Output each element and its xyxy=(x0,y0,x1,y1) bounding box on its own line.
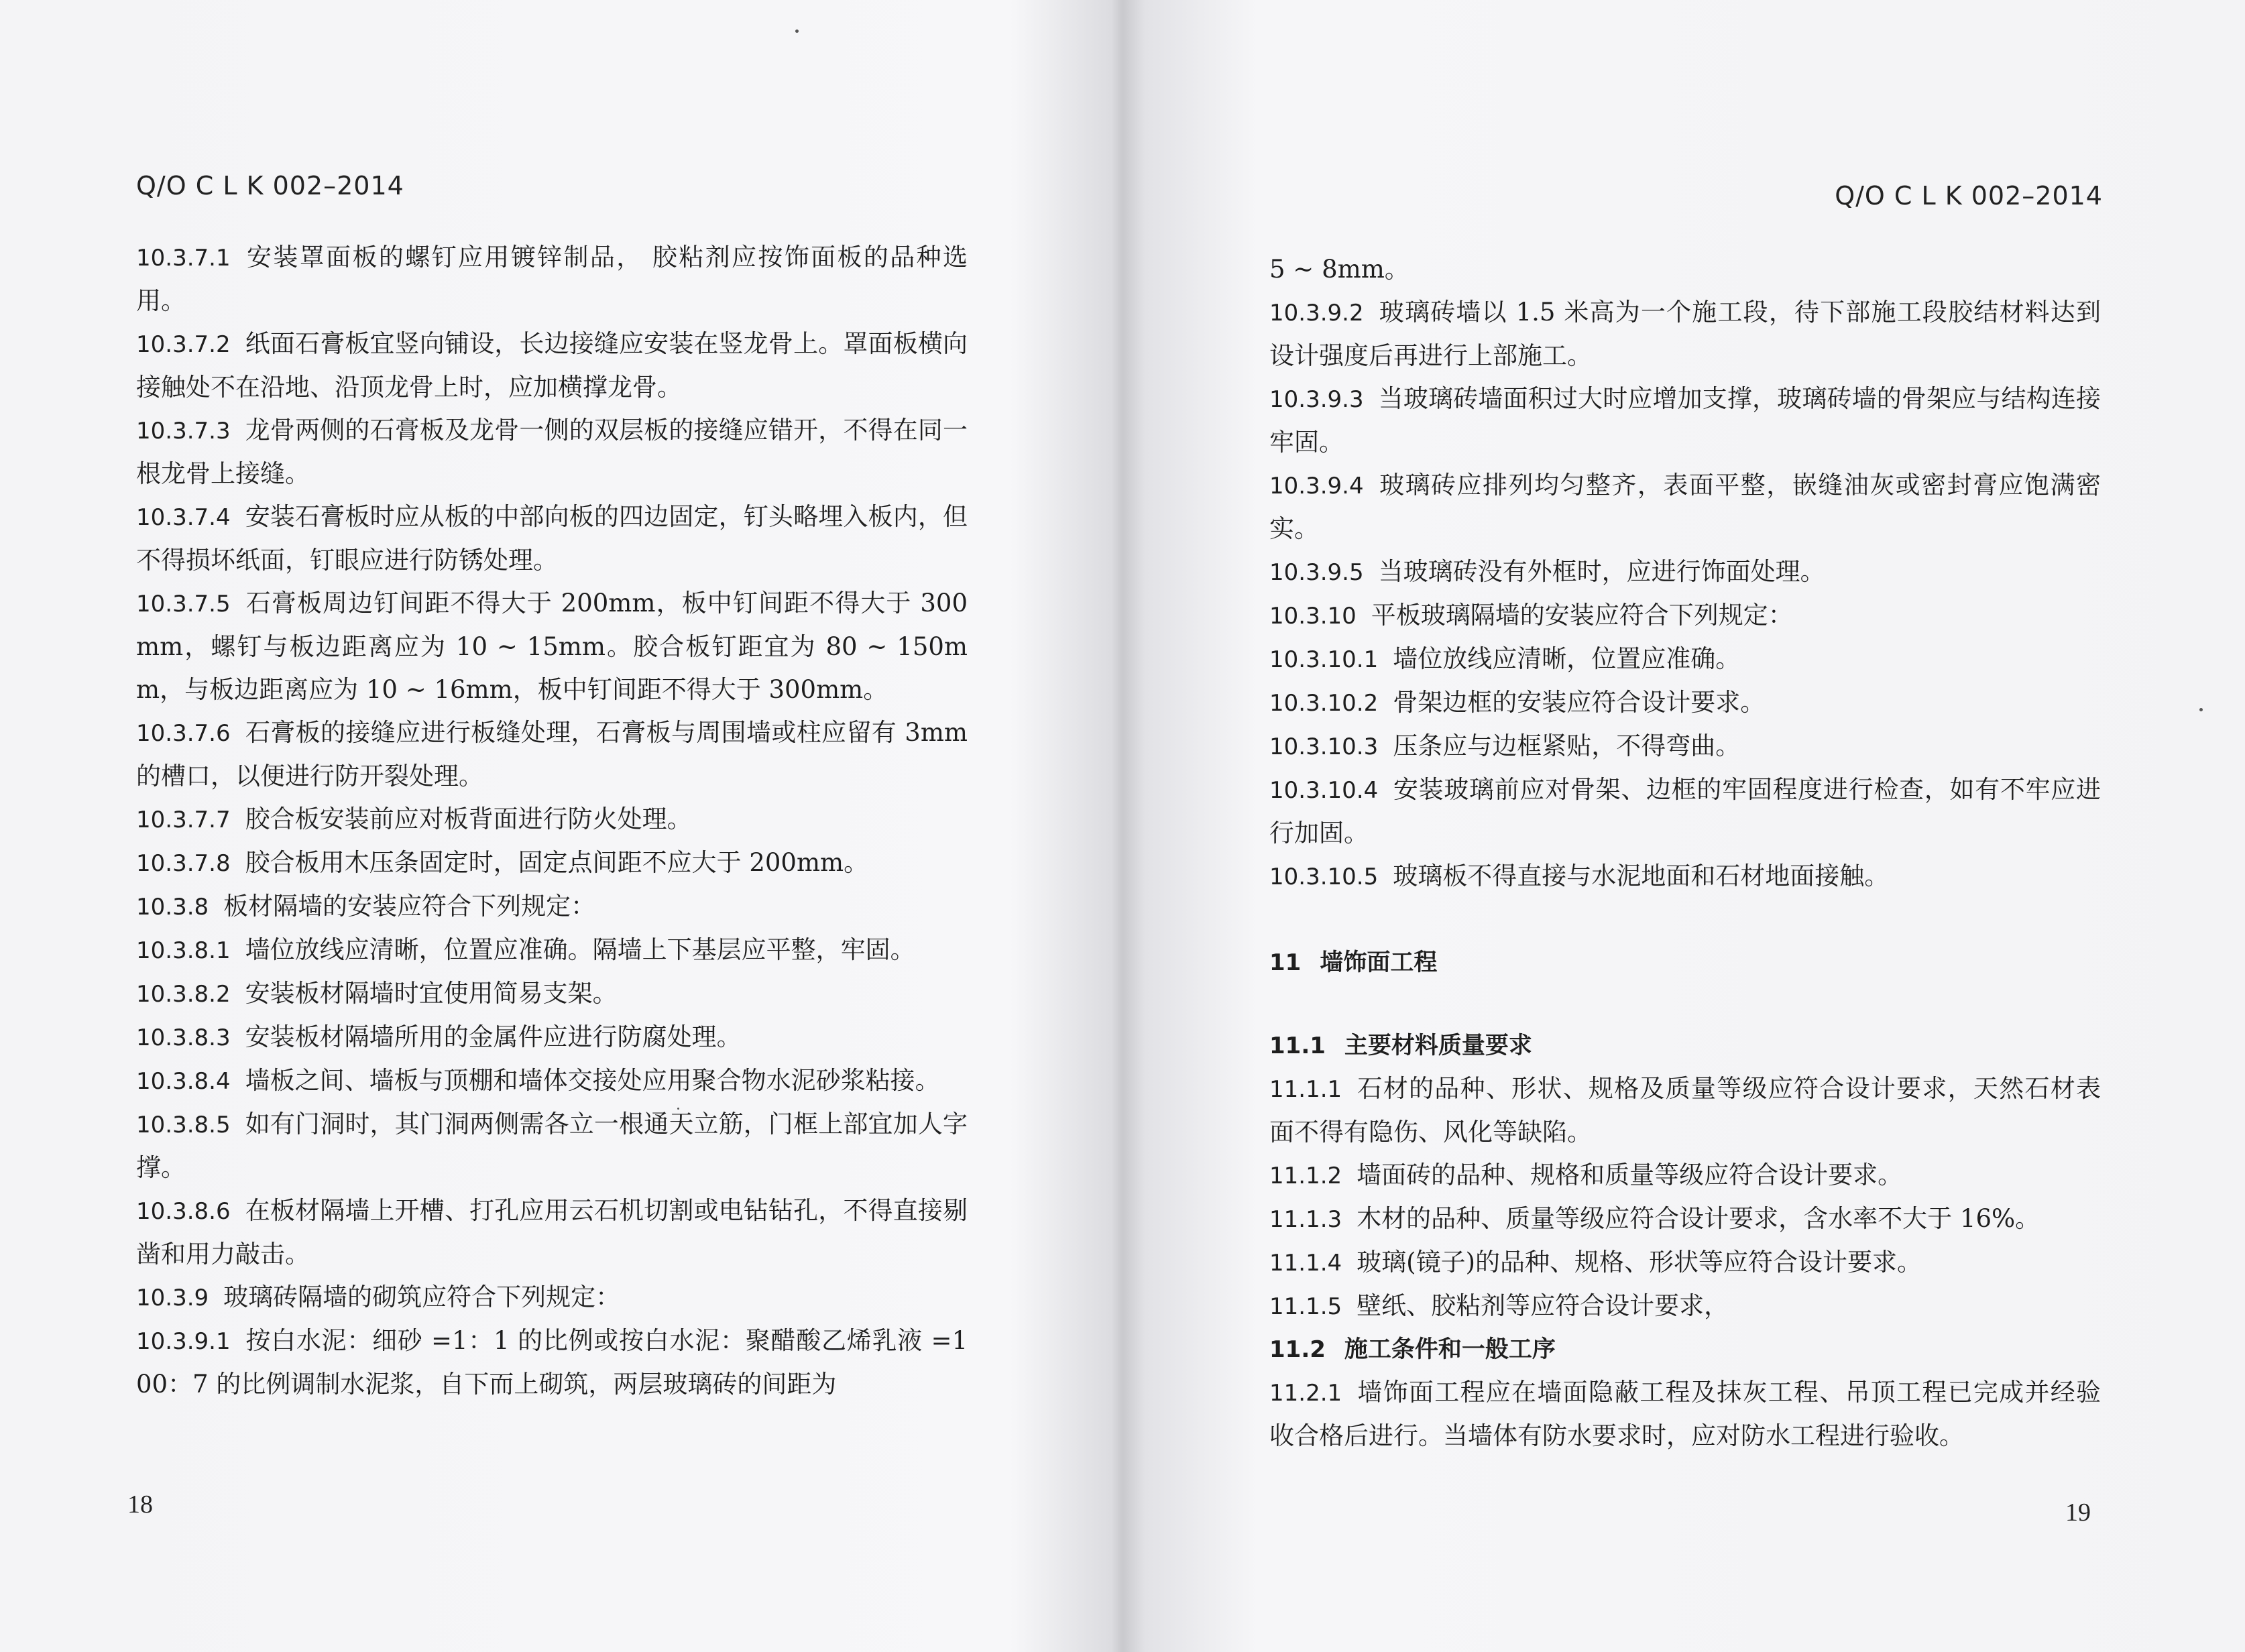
spacer xyxy=(1269,984,2101,1024)
clause-text: 安装石膏板时应从板的中部向板的四边固定，钉头略埋入板内，但不得损坏纸面，钉眼应进行防锈处理。 xyxy=(136,502,968,575)
clause-paragraph xyxy=(1269,550,2101,594)
clause-number: 10.3.8.6 xyxy=(136,1198,231,1225)
clause-text: 当玻璃砖没有外框时，应进行饰面处理。 xyxy=(1378,557,1825,586)
clause-number: 10.3.7.5 xyxy=(136,591,231,617)
clause-paragraph xyxy=(136,1103,968,1189)
clause-paragraph xyxy=(136,409,968,495)
clause-number: 10.3.8.3 xyxy=(136,1024,231,1051)
clause-paragraph xyxy=(1269,768,2101,855)
section-number: 11.2 xyxy=(1269,1336,1326,1363)
clause-paragraph xyxy=(136,885,968,929)
clause-paragraph xyxy=(1269,855,2101,898)
clause-text: 安装板材隔墙所用的金属件应进行防腐处理。 xyxy=(245,1022,742,1051)
clause-text: 墙板之间、墙板与顶棚和墙体交接处应用聚合物水泥砂浆粘接。 xyxy=(245,1066,940,1095)
clause-text: 墙位放线应清晰，位置应准确。隔墙上下基层应平整，牢固。 xyxy=(245,935,915,964)
running-head: Q/O C L K 002–2014 xyxy=(1835,181,2103,211)
clause-number: 10.3.8.1 xyxy=(136,937,231,964)
chapter-title: 墙饰面工程 xyxy=(1320,949,1438,976)
clause-text: 墙面砖的品种、规格和质量等级应符合设计要求。 xyxy=(1357,1161,1903,1189)
clause-paragraph xyxy=(1269,594,2101,638)
clause-text: 玻璃砖隔墙的砌筑应符合下列规定： xyxy=(223,1283,621,1311)
chapter-number: 11 xyxy=(1269,949,1302,976)
right-body-text xyxy=(1269,248,2101,1458)
clause-number: 10.3.8.5 xyxy=(136,1112,231,1138)
clause-text: 壁纸、胶粘剂等应符合设计要求， xyxy=(1357,1291,1729,1320)
clause-number: 11.2.1 xyxy=(1269,1380,1342,1407)
clause-text: 龙骨两侧的石膏板及龙骨一侧的双层板的接缝应错开，不得在同一根龙骨上接缝。 xyxy=(136,416,968,488)
clause-number: 10.3.9.1 xyxy=(136,1328,231,1355)
clause-text: 平板玻璃隔墙的安装应符合下列规定： xyxy=(1371,601,1793,630)
clause-number: 11.1.4 xyxy=(1269,1250,1342,1277)
clause-text: 木材的品种、质量等级应符合设计要求，含水率不大于 16%。 xyxy=(1357,1204,2040,1233)
scan-speck xyxy=(2199,708,2203,711)
continued-text: 5 ~ 8mm。 xyxy=(1269,255,1409,284)
clause-paragraph xyxy=(136,582,968,711)
section-heading xyxy=(1269,1024,2101,1067)
clause-text: 板材隔墙的安装应符合下列规定： xyxy=(223,892,596,921)
clause-number: 10.3.10.4 xyxy=(1269,777,1379,804)
section-number: 11.1 xyxy=(1269,1032,1326,1059)
clause-paragraph xyxy=(1269,681,2101,725)
clause-text: 石膏板的接缝应进行板缝处理，石膏板与周围墙或柱应留有 3mm 的槽口，以便进行防开裂处理。 xyxy=(136,718,968,790)
left-body-text xyxy=(136,236,968,1406)
clause-text: 墙饰面工程应在墙面隐蔽工程及抹灰工程、吊顶工程已完成并经验收合格后进行。当墙体有防水要求时，应对防水工程进行验收。 xyxy=(1269,1378,2101,1450)
clause-text: 如有门洞时，其门洞两侧需各立一根通天立筋，门框上部宜加人字撑。 xyxy=(136,1110,968,1182)
clause-text: 纸面石膏板宜竖向铺设，长边接缝应安装在竖龙骨上。罩面板横向接触处不在沿地、沿顶龙骨上时，应加横撑龙骨。 xyxy=(136,329,968,402)
clause-paragraph xyxy=(136,1016,968,1059)
clause-text: 石材的品种、形状、规格及质量等级应符合设计要求，天然石材表面不得有隐伤、风化等缺陷。 xyxy=(1269,1074,2101,1146)
clause-number: 10.3.8.2 xyxy=(136,981,231,1008)
clause-paragraph xyxy=(136,1276,968,1319)
clause-paragraph xyxy=(1269,638,2101,681)
clause-text: 骨架边框的安装应符合设计要求。 xyxy=(1393,688,1766,717)
clause-number: 10.3.10.5 xyxy=(1269,864,1379,890)
clause-paragraph xyxy=(136,1189,968,1276)
clause-text: 玻璃砖应排列均匀整齐，表面平整，嵌缝油灰或密封膏应饱满密实。 xyxy=(1269,471,2101,543)
clause-text: 安装板材隔墙时宜使用简易支架。 xyxy=(245,979,618,1008)
clause-text: 墙位放线应清晰，位置应准确。 xyxy=(1393,644,1741,673)
clause-number: 10.3.9.5 xyxy=(1269,559,1364,586)
clause-text: 石膏板周边钉间距不得大于 200mm，板中钉间距不得大于 300mm，螺钉与板边距离应为 10 ~ 15mm。胶合板钉距宜为 80 ~ 150mm，与板边距离应为 10 ~ 16mm，板中钉间距不得大于 300mm。 xyxy=(136,589,968,704)
clause-paragraph xyxy=(136,1319,968,1406)
clause-text: 胶合板安装前应对板背面进行防火处理。 xyxy=(245,805,692,833)
clause-number: 10.3.7.8 xyxy=(136,850,231,877)
clause-number: 10.3.10.3 xyxy=(1269,733,1379,760)
clause-text: 在板材隔墙上开槽、打孔应用云石机切割或电钻钻孔，不得直接剔凿和用力敲击。 xyxy=(136,1196,968,1268)
clause-paragraph xyxy=(1269,291,2101,377)
running-head: Q/O C L K 002–2014 xyxy=(136,171,404,200)
page-number: 18 xyxy=(127,1490,153,1519)
scan-speck xyxy=(795,30,799,33)
clause-number: 10.3.10.1 xyxy=(1269,646,1379,673)
spacer xyxy=(1269,898,2101,941)
clause-paragraph xyxy=(136,972,968,1016)
clause-text: 按白水泥：细砂 =1：1 的比例或按白水泥：聚醋酸乙烯乳液 =100：7 的比例调制水泥浆，自下而上砌筑，两层玻璃砖的间距为 xyxy=(136,1326,968,1399)
clause-text: 胶合板用木压条固定时，固定点间距不应大于 200mm。 xyxy=(245,848,869,877)
clause-number: 10.3.8 xyxy=(136,894,209,921)
page-number: 19 xyxy=(2065,1498,2091,1527)
clause-paragraph xyxy=(136,1059,968,1103)
clause-paragraph xyxy=(136,236,968,322)
clause-text: 玻璃砖墙以 1.5 米高为一个施工段，待下部施工段胶结材料达到设计强度后再进行上部施工。 xyxy=(1269,298,2101,370)
clause-paragraph xyxy=(1269,1241,2101,1285)
clause-paragraph xyxy=(1269,1197,2101,1241)
clause-number: 10.3.7.1 xyxy=(136,245,231,272)
left-page xyxy=(0,0,1113,1652)
clause-paragraph xyxy=(1269,464,2101,550)
clause-text: 当玻璃砖墙面积过大时应增加支撑，玻璃砖墙的骨架应与结构连接牢固。 xyxy=(1269,384,2101,457)
clause-number: 10.3.9 xyxy=(136,1285,209,1311)
clause-number: 10.3.9.2 xyxy=(1269,300,1364,327)
clause-number: 11.1.3 xyxy=(1269,1206,1342,1233)
clause-paragraph xyxy=(1269,1067,2101,1154)
clause-paragraph xyxy=(1269,377,2101,464)
clause-number: 11.1.2 xyxy=(1269,1163,1342,1189)
chapter-heading xyxy=(1269,941,2101,984)
clause-number: 11.1.1 xyxy=(1269,1076,1342,1103)
clause-number: 10.3.9.4 xyxy=(1269,473,1364,499)
clause-number: 10.3.7.6 xyxy=(136,720,231,747)
section-title: 施工条件和一般工序 xyxy=(1344,1336,1556,1363)
right-page xyxy=(1140,0,2245,1652)
clause-paragraph xyxy=(136,798,968,841)
clause-text: 玻璃(镜子)的品种、规格、形状等应符合设计要求。 xyxy=(1357,1248,1922,1277)
clause-number: 10.3.10 xyxy=(1269,603,1357,630)
clause-paragraph xyxy=(136,322,968,409)
clause-number: 10.3.8.4 xyxy=(136,1068,231,1095)
clause-paragraph xyxy=(1269,725,2101,768)
clause-text: 安装罩面板的螺钉应用镀锌制品， 胶粘剂应按饰面板的品种选用。 xyxy=(136,243,968,315)
clause-number: 10.3.7.7 xyxy=(136,807,231,833)
scan-speck xyxy=(677,1108,679,1110)
clause-number: 10.3.7.3 xyxy=(136,418,231,445)
clause-number: 10.3.7.2 xyxy=(136,331,231,358)
clause-number: 10.3.10.2 xyxy=(1269,690,1379,717)
section-heading xyxy=(1269,1328,2101,1371)
clause-text: 玻璃板不得直接与水泥地面和石材地面接触。 xyxy=(1393,862,1890,890)
clause-paragraph xyxy=(1269,1285,2101,1328)
clause-paragraph xyxy=(136,495,968,582)
clause-paragraph xyxy=(1269,1154,2101,1197)
section-title: 主要材料质量要求 xyxy=(1344,1032,1532,1059)
clause-number: 11.1.5 xyxy=(1269,1293,1342,1320)
clause-paragraph xyxy=(136,929,968,972)
clause-paragraph xyxy=(1269,1371,2101,1458)
clause-paragraph xyxy=(136,841,968,885)
clause-text: 压条应与边框紧贴，不得弯曲。 xyxy=(1393,731,1741,760)
clause-number: 10.3.9.3 xyxy=(1269,386,1364,413)
clause-number: 10.3.7.4 xyxy=(136,504,231,531)
clause-text: 安装玻璃前应对骨架、边框的牢固程度进行检查，如有不牢应进行加固。 xyxy=(1269,775,2101,847)
clause-paragraph xyxy=(136,711,968,798)
